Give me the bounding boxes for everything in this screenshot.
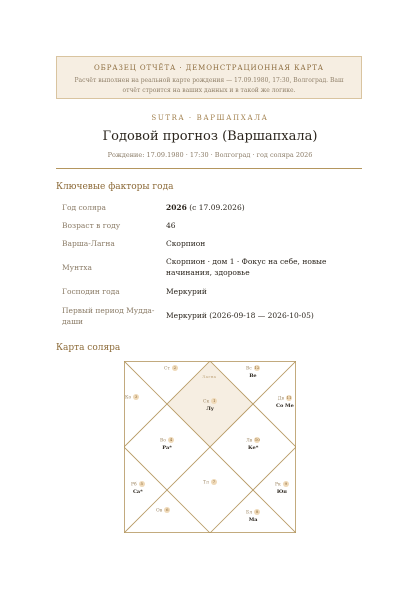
fact-key: Первый период Мудда-даши [62,305,155,326]
facts-table [56,198,362,331]
chart-grid [124,361,296,533]
lagna-label: Лагна [202,374,217,379]
banner-title: ОБРАЗЕЦ ОТЧЁТА · ДЕМОНСТРАЦИОННАЯ КАРТА [94,64,324,72]
solar-chart [124,361,296,533]
house-planets: Со Ме [276,402,294,409]
house-sign-label: Лв [246,438,253,444]
brand-line: SUTRA · ВАРШАПХАЛА [151,114,269,122]
chart-house-11 [276,395,294,409]
table-row [56,234,362,252]
chart-house-2 [164,365,178,372]
fact-key: Варша-Лагна [62,238,115,248]
fact-key: Возраст в году [62,220,121,230]
chart-house-10 [246,437,260,451]
table-row [56,216,362,234]
house-sign-label: Во [160,438,167,444]
house-planets: Ке* [247,444,259,451]
divider [56,168,362,169]
fact-value-text: (с 17.09.2026) [186,202,245,212]
chart-house-1 [203,398,217,412]
house-sign-label: Дв [277,396,284,402]
house-sign [246,365,260,372]
house-sign-label: Ск [203,399,210,405]
house-number-badge: 10 [254,437,260,442]
sample-banner [56,56,362,99]
house-sign-label: Тл [203,480,209,486]
fact-value [160,198,362,216]
house-sign [246,509,260,516]
table-row [56,300,362,331]
house-number-badge: 12 [254,365,260,370]
house-number-badge: 1 [212,398,216,403]
chart-section-title: Карта соляра [56,343,121,353]
house-number-badge: 4 [169,437,173,442]
chart-house-7 [203,479,217,486]
fact-value: Скорпион · дом 1 · Фокус на себе, новые начинания, здоровье [166,257,327,277]
house-sign-label: Ст [164,366,170,372]
house-number-badge: 11 [286,395,292,400]
page-title: Годовой прогноз (Варшапхала) [102,129,318,144]
house-number-badge: 8 [255,509,259,514]
page-subtitle: Рождение: 17.09.1980 · 17:30 · Волгоград · год соляра 2026 [107,151,313,159]
house-number-badge: 3 [134,394,138,399]
fact-value: 46 [166,220,176,230]
chart-house-8 [246,509,260,523]
house-sign [275,481,289,488]
house-number-badge: 2 [173,365,177,370]
house-sign [125,394,139,401]
fact-value: Меркурий (2026-09-18 — 2026-10-05) [166,311,314,320]
house-sign-label: Бл [246,510,253,516]
chart-house-6 [156,507,170,514]
house-planets: Ма [248,516,258,523]
fact-value: Меркурий [166,286,207,296]
house-number-badge: 7 [212,479,216,484]
house-planets: Ра* [162,444,172,451]
house-number-badge: 5 [140,481,144,486]
house-sign [276,395,294,402]
house-sign [131,481,145,488]
chart-house-4 [160,437,174,451]
fact-key: Господин года [62,286,120,296]
fact-key: Мунтха [62,262,92,272]
house-sign-label: Ов [156,508,163,514]
house-planets: Юп [276,488,287,495]
house-planets: Лу [206,405,214,412]
house-sign-label: Рб [131,482,137,488]
house-planets: Са* [132,488,143,495]
house-sign-label: Ко [125,395,132,401]
house-sign-label: Рк [275,482,281,488]
fact-value: Скорпион [166,238,206,248]
table-row [56,252,362,282]
house-sign [156,507,170,514]
house-sign [164,365,178,372]
facts-section-title: Ключевые факторы года [56,182,174,192]
chart-house-12 [246,365,260,379]
fact-key: Год соляра [62,202,106,212]
house-sign [160,437,174,444]
house-number-badge: 6 [165,507,169,512]
fact-value-bold: 2026 [166,202,187,212]
table-row [56,198,362,216]
house-sign-label: Вс [246,366,252,372]
house-sign [203,398,217,405]
house-planets: Ве [249,372,257,379]
table-row [56,282,362,300]
chart-house-5 [131,481,145,495]
banner-note: Расчёт выполнен на реальной карте рождения — 17.09.1980, 17:30, Волгоград. Ваш отчёт строится на ваших данных и в такой же логике. [74,77,344,94]
house-sign [246,437,260,444]
house-number-badge: 9 [284,481,288,486]
chart-house-9 [275,481,289,495]
chart-house-3 [125,394,139,401]
house-sign [203,479,217,486]
